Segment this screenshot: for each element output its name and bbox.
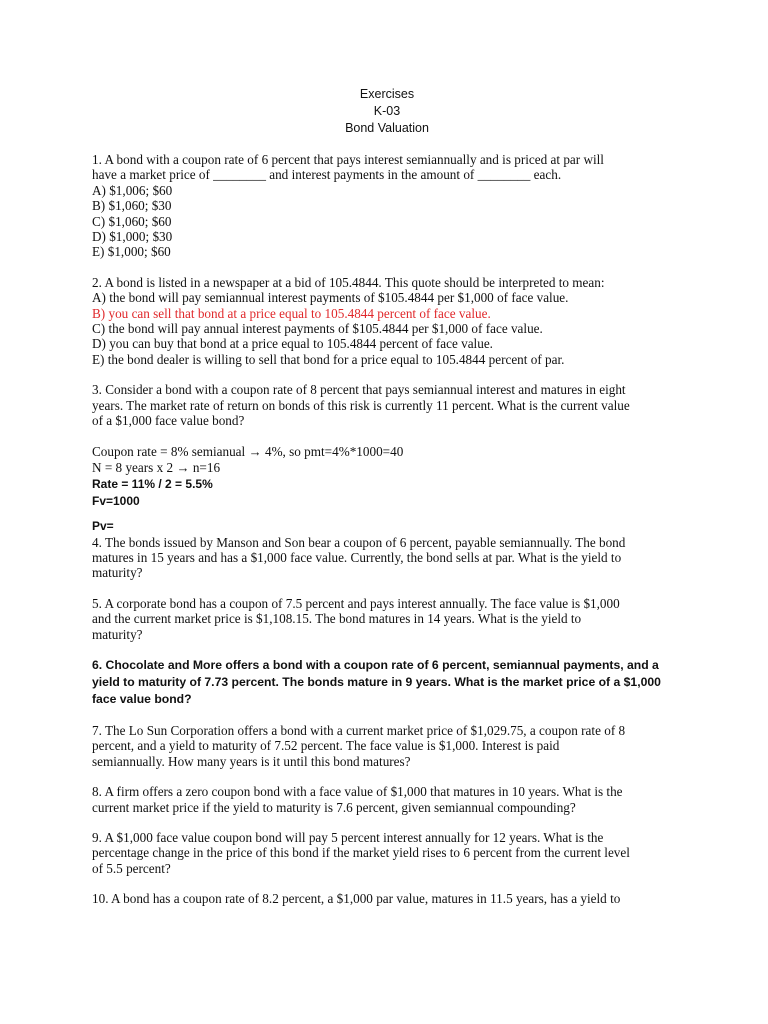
question-1: [92, 152, 682, 260]
question-text: current market price if the yield to maturity is 7.6 percent, given semiannual compounding?: [92, 799, 576, 815]
question-text: percent, and a yield to maturity of 7.52 percent. The face value is $1,000. Interest is paid: [92, 738, 560, 754]
answer-option: C) the bond will pay annual interest payments of $105.4844 per $1,000 of face value.: [92, 321, 543, 337]
calc-line: N = 8 years x 2 → n=16: [92, 459, 221, 475]
question-text: 10. A bond has a coupon rate of 8.2 percent, a $1,000 par value, matures in 11.5 years, has a yield to: [92, 891, 621, 907]
question-6: [92, 657, 682, 708]
answer-option: A) $1,006; $60: [92, 182, 173, 198]
answer-option: A) the bond will pay semiannual interest payments of $105.4844 per $1,000 of face value.: [92, 290, 569, 306]
answer-option: B) $1,060; $30: [92, 198, 172, 214]
question-text: yield to maturity of 7.73 percent. The bonds mature in 9 years. What is the market price of a $1,000: [92, 674, 661, 689]
question-7: [92, 723, 682, 769]
question-4: [92, 535, 682, 581]
question-text: years. The market rate of return on bonds of this risk is currently 11 percent. What is the current value: [92, 397, 630, 413]
question-text: 2. A bond is listed in a newspaper at a bid of 105.4844. This quote should be interpreted to mean:: [92, 274, 605, 290]
question-text: 4. The bonds issued by Manson and Son bear a coupon of 6 percent, payable semiannually. The bond: [92, 534, 626, 550]
question-3: [92, 382, 682, 428]
calc-line: Rate = 11% / 2 = 5.5%: [92, 476, 213, 491]
question-text: matures in 15 years and has a $1,000 face value. Currently, the bond sells at par. What is the yield to: [92, 549, 622, 565]
question-text: maturity?: [92, 626, 143, 642]
answer-option: C) $1,060; $60: [92, 213, 172, 229]
document-page: [92, 86, 682, 907]
question-text: semiannually. How many years is it until this bond matures?: [92, 753, 411, 769]
answer-option: E) the bond dealer is willing to sell that bond for a price equal to 105.4844 percent of par.: [92, 351, 565, 367]
question-text: 7. The Lo Sun Corporation offers a bond with a current market price of $1,029.75, a coupon rate of 8: [92, 722, 626, 738]
question-9: [92, 830, 682, 876]
header-title: Exercises: [359, 87, 415, 101]
answer-option: D) $1,000; $30: [92, 229, 173, 245]
question-2: [92, 275, 682, 367]
answer-option-highlighted: B) you can sell that bond at a price equal to 105.4844 percent of face value.: [92, 305, 491, 321]
question-10: [92, 891, 682, 906]
question-text: 6. Chocolate and More offers a bond with a coupon rate of 6 percent, semiannual payments, and a: [92, 657, 659, 672]
header-subtitle: Bond Valuation: [345, 121, 429, 135]
header-code: K-03: [373, 104, 401, 118]
calculation-notes: [92, 444, 682, 535]
question-text: of a $1,000 face value bond?: [92, 413, 245, 429]
calc-line: Coupon rate = 8% semianual → 4%, so pmt=4%*1000=40: [92, 443, 404, 459]
answer-option: D) you can buy that bond at a price equal to 105.4844 percent of face value.: [92, 336, 493, 352]
question-text: 8. A firm offers a zero coupon bond with a face value of $1,000 that matures in 10 years. What is the: [92, 784, 623, 800]
question-8: [92, 784, 682, 815]
question-text: maturity?: [92, 565, 143, 581]
question-text: 9. A $1,000 face value coupon bond will pay 5 percent interest annually for 12 years. What is the: [92, 829, 604, 845]
question-text: percentage change in the price of this bond if the market yield rises to 6 percent from the current level: [92, 845, 630, 861]
calc-line: Fv=1000: [92, 493, 140, 508]
calc-line: Pv=: [92, 518, 114, 533]
question-text: have a market price of ________ and interest payments in the amount of ________ each.: [92, 167, 562, 183]
question-text: 1. A bond with a coupon rate of 6 percent that pays interest semiannually and is priced at par will: [92, 152, 604, 167]
question-text: 3. Consider a bond with a coupon rate of 8 percent that pays semiannual interest and matures in eight: [92, 382, 626, 398]
question-text: face value bond?: [92, 691, 192, 706]
document-header: [92, 86, 682, 137]
question-text: of 5.5 percent?: [92, 860, 171, 876]
question-text: 5. A corporate bond has a coupon of 7.5 percent and pays interest annually. The face value is $1,000: [92, 595, 620, 611]
question-text: and the current market price is $1,108.15. The bond matures in 14 years. What is the yield to: [92, 611, 582, 627]
question-5: [92, 596, 682, 642]
answer-option: E) $1,000; $60: [92, 244, 171, 260]
